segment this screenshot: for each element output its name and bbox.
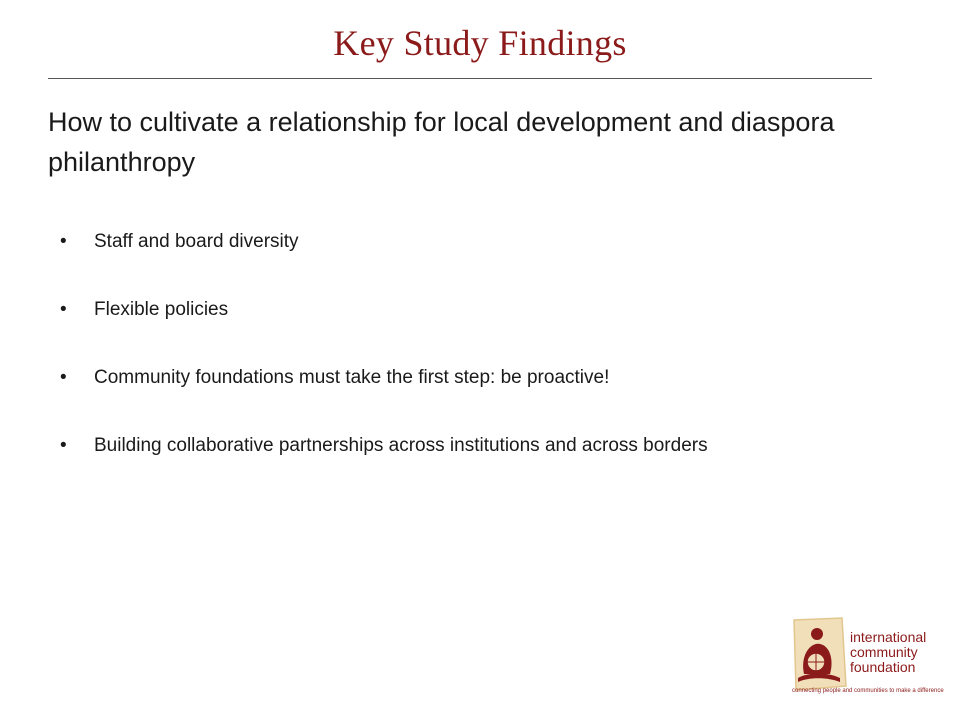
bullet-icon: •	[60, 299, 67, 320]
logo-tagline: connecting people and communities to make a difference	[792, 688, 944, 694]
bullet-icon: •	[60, 231, 67, 252]
bullet-text: Building collaborative partnerships across institutions and across borders	[94, 435, 708, 456]
bullet-text: Flexible policies	[94, 299, 229, 320]
slide-subtitle: How to cultivate a relationship for local development and diaspora philanthropy	[48, 107, 835, 177]
bullet-item	[60, 298, 820, 322]
logo-line: community	[850, 644, 918, 660]
organization-logo	[770, 604, 952, 704]
logo-line: international	[850, 629, 927, 645]
bullet-list	[60, 230, 820, 502]
bullet-text: Staff and board diversity	[94, 231, 299, 252]
title-divider	[48, 78, 872, 79]
bullet-icon: •	[60, 435, 67, 456]
bullet-text: Community foundations must take the first step: be proactive!	[94, 367, 610, 388]
slide-title: Key Study Findings	[333, 23, 627, 63]
bullet-item	[60, 230, 820, 254]
bullet-icon: •	[60, 367, 67, 388]
community-emblem-icon	[790, 616, 848, 692]
bullet-item	[60, 366, 820, 390]
logo-wordmark	[850, 630, 926, 675]
logo-line: foundation	[850, 659, 916, 675]
bullet-item	[60, 434, 820, 458]
